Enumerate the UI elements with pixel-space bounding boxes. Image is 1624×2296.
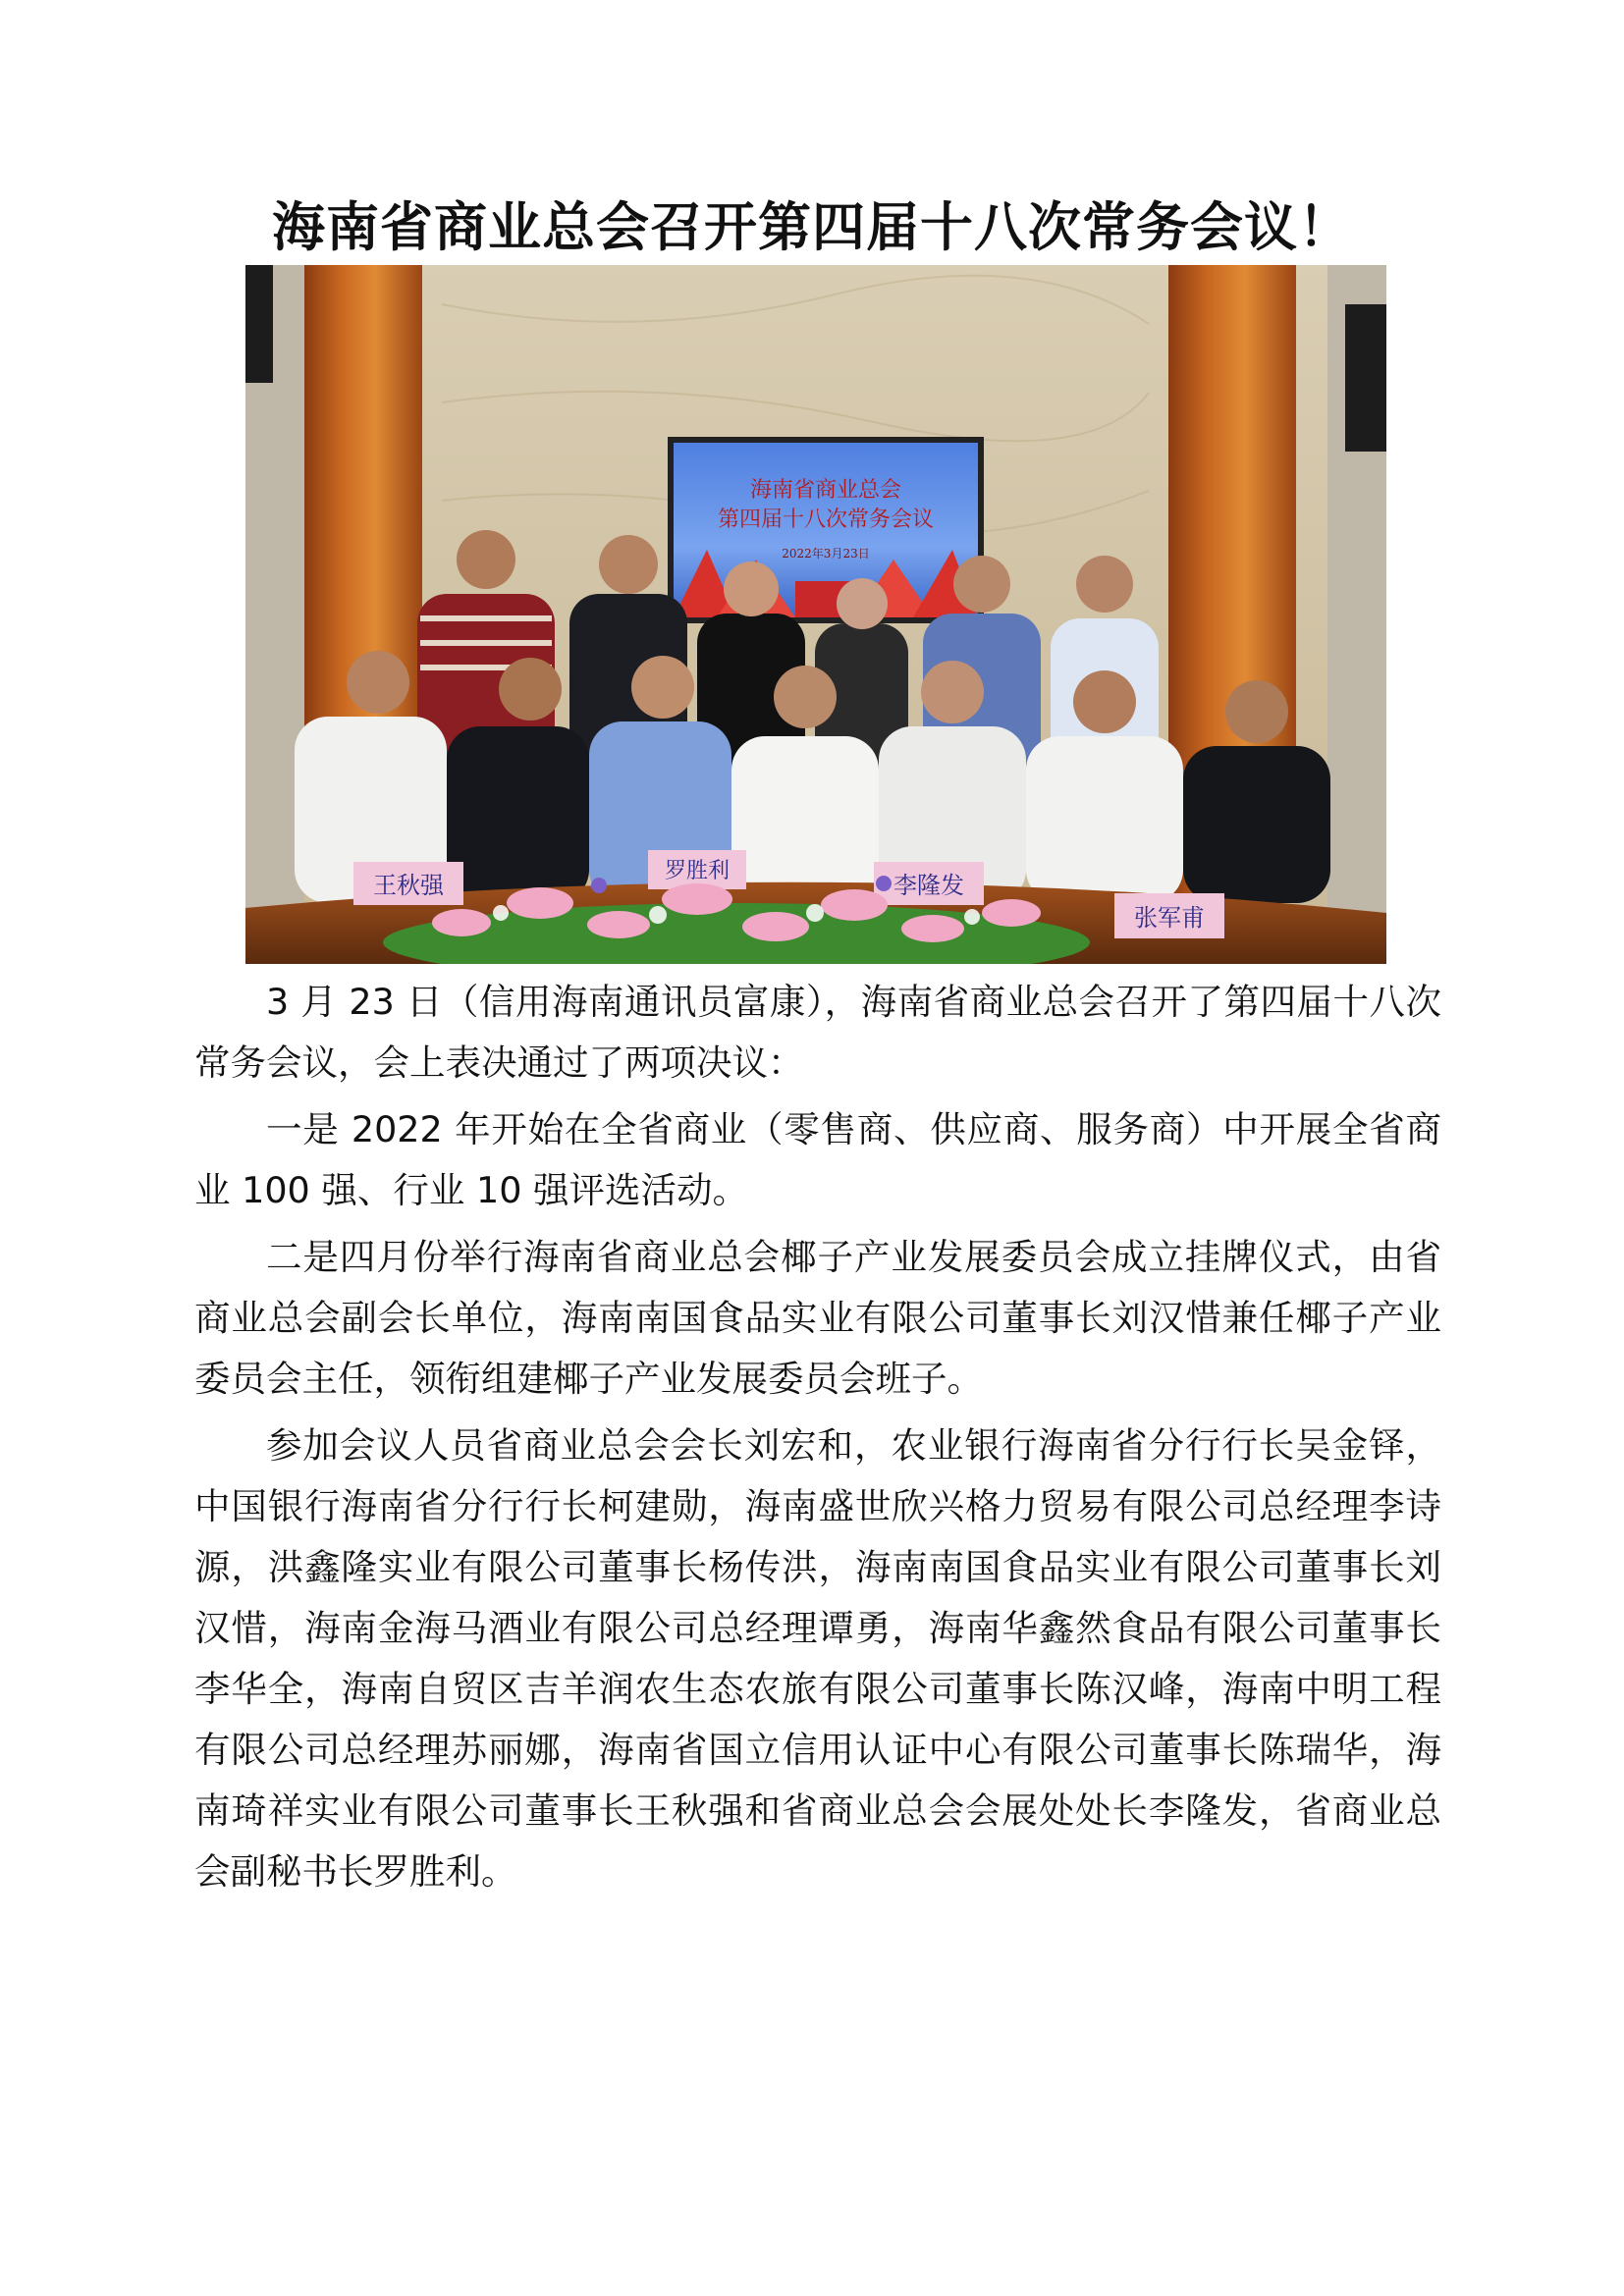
meeting-group-photo <box>245 265 1386 964</box>
article-body <box>194 972 1441 1908</box>
paragraph-resolution-1: 一是 2022 年开始在全省商业（零售商、供应商、服务商）中开展全省商业 100 强、行业 10 强评选活动。 <box>194 1108 1441 1211</box>
speaker-left <box>245 265 273 383</box>
speaker-right <box>1345 304 1386 452</box>
screen-date: 2022年3月23日 <box>782 547 870 561</box>
nameplate-label: 张军甫 <box>1134 904 1205 932</box>
screen-title-line1: 海南省商业总会 <box>749 478 902 503</box>
paragraph-resolution-2: 二是四月份举行海南省商业总会椰子产业发展委员会成立挂牌仪式，由省商业总会副会长单位，海南南国食品实业有限公司董事长刘汉惜兼任椰子产业委员会主任，领衔组建椰子产业发展委员会班子。 <box>194 1236 1441 1400</box>
paragraph-intro: 3 月 23 日（信用海南通讯员富康），海南省商业总会召开了第四届十八次常务会议，会上表决通过了两项决议： <box>194 981 1441 1084</box>
meeting-screen <box>668 437 984 623</box>
nameplate-label: 罗胜利 <box>664 859 731 883</box>
paragraph-attendees: 参加会议人员省商业总会会长刘宏和，农业银行海南省分行行长吴金铎，中国银行海南省分行行长柯建勋，海南盛世欣兴格力贸易有限公司总经理李诗源，洪鑫隆实业有限公司董事长杨传洪，海南南国食品实业有限公司董事长刘汉惜，海南金海马酒业有限公司总经理谭勇，海南华鑫然食品有限公司董事长李华全，海南自贸区吉羊润农生态农旅有限公司董事长陈汉峰，海南中明工程有限公司总经理苏丽娜，海南省国立信用认证中心有限公司董事长陈瑞华，海南琦祥实业有限公司董事长王秋强和省商业总会会展处处长李隆发，省商业总会副秘书长罗胜利。 <box>194 1424 1441 1893</box>
nameplate-label: 李隆发 <box>893 872 964 899</box>
screen-title-line2: 第四届十八次常务会议 <box>717 507 935 532</box>
page-title: 海南省商业总会召开第四届十八次常务会议！ <box>272 196 1352 258</box>
nameplate-label: 王秋强 <box>373 872 444 899</box>
